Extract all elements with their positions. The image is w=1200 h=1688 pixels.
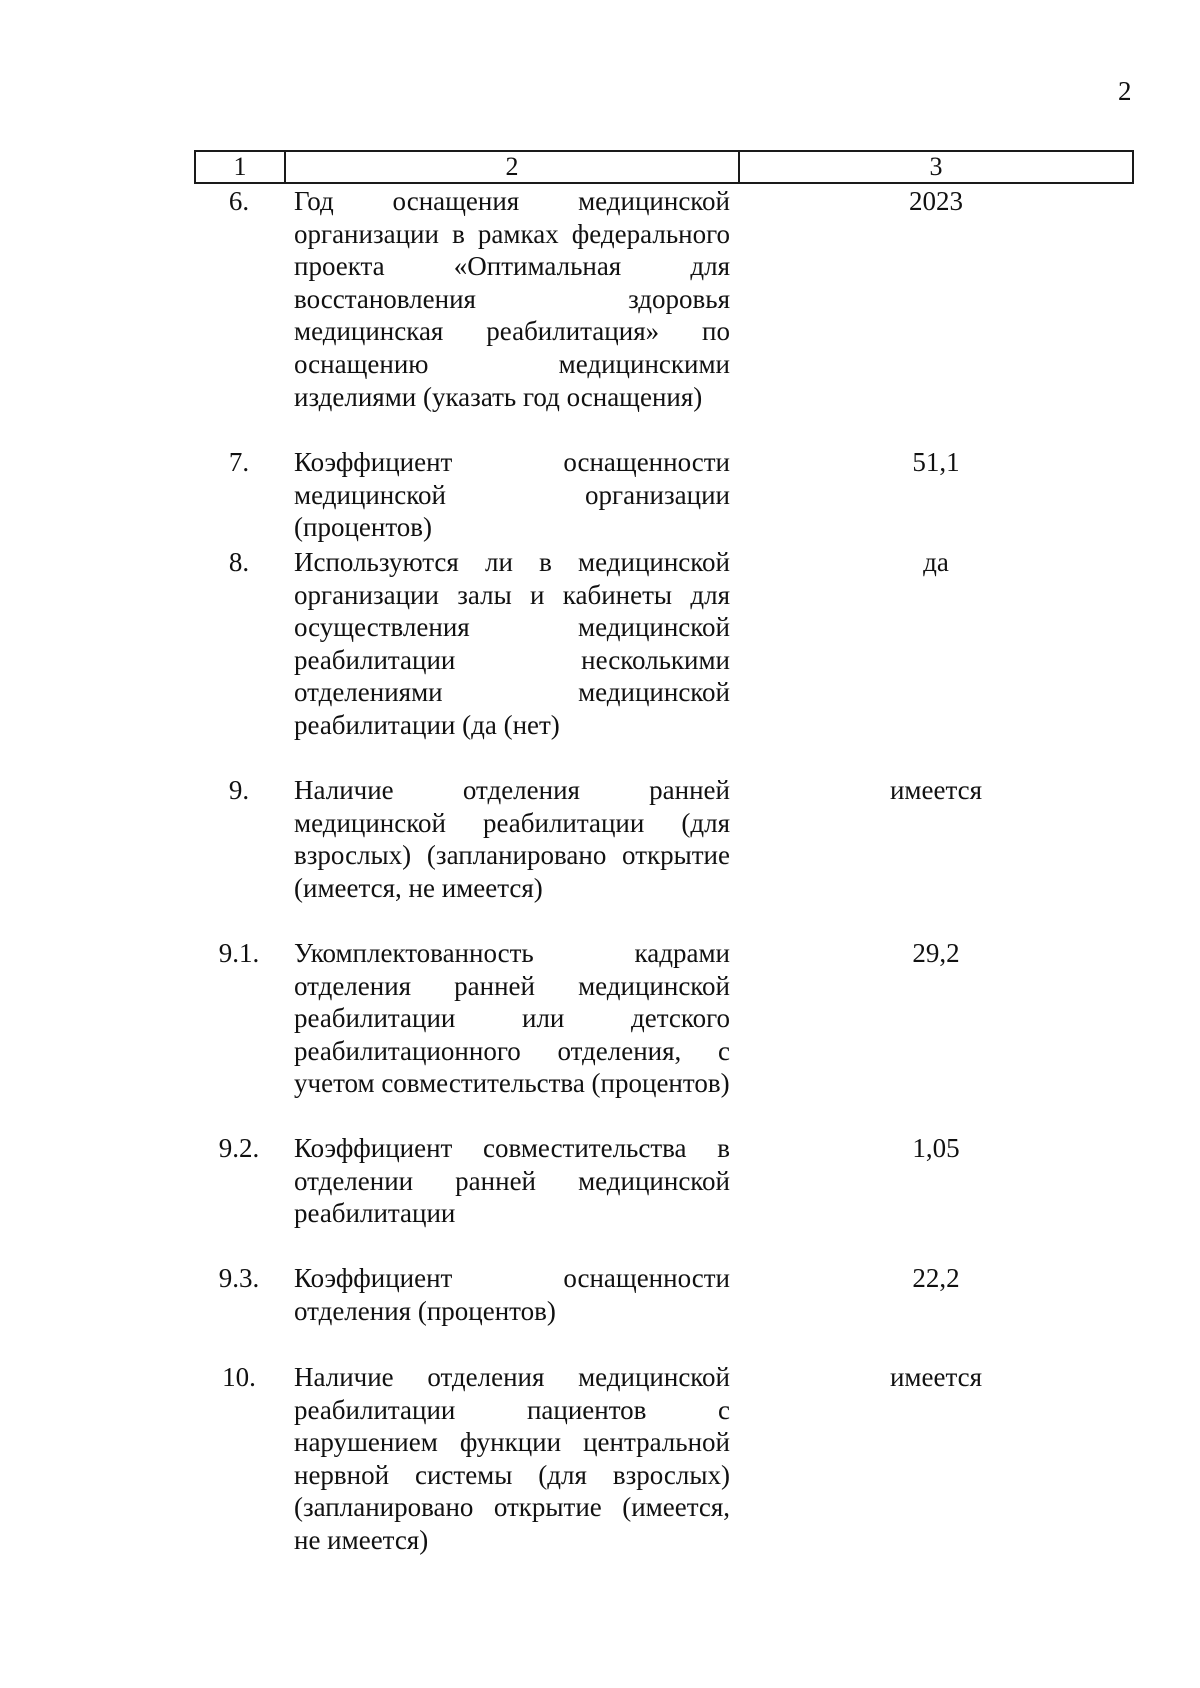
row-value: имеется: [889, 775, 983, 805]
row-value: 2023: [909, 186, 963, 216]
row-number: 8.: [228, 547, 250, 577]
header-col-3: 3: [929, 152, 943, 181]
row-number: 10.: [222, 1362, 256, 1392]
header-col-2: 2: [286, 152, 740, 182]
row-value: да: [923, 547, 949, 577]
row-value: 1,05: [912, 1133, 960, 1163]
page-number: 2: [1118, 76, 1132, 106]
row-description: Коэффициент совместительства в отделении ранней медицинской реабилитации: [294, 1133, 730, 1229]
row-number: 9.2.: [218, 1133, 260, 1163]
row-description: Коэффициент оснащенности отделения (процентов): [294, 1263, 730, 1326]
row-number: 6.: [228, 186, 250, 216]
header-col-1: 1: [196, 152, 286, 182]
row-number: 9.1.: [218, 938, 260, 968]
row-description: Год оснащения медицинской организации в рамках федерального проекта «Оптимальная для восстановления здоровья медицинская реабилитация» по оснащению медицинскими изделиями (указать год оснащения): [294, 186, 730, 412]
row-value: 29,2: [912, 938, 960, 968]
row-number: 9.: [228, 775, 250, 805]
table-header: [194, 150, 1134, 184]
row-description: Наличие отделения ранней медицинской реабилитации (для взрослых) (запланировано открытие (имеется, не имеется): [294, 775, 730, 903]
row-description: Наличие отделения медицинской реабилитации пациентов с нарушением функции центральной нервной системы (для взрослых) (запланировано открытие (имеется, не имеется): [294, 1362, 730, 1555]
row-number: 9.3.: [218, 1263, 260, 1293]
row-description: Коэффициент оснащенности медицинской организации (процентов): [294, 447, 730, 543]
row-value: имеется: [889, 1362, 983, 1392]
row-value: 22,2: [912, 1263, 960, 1293]
row-value: 51,1: [912, 447, 960, 477]
row-description: Укомплектованность кадрами отделения ранней медицинской реабилитации или детского реабилитационного отделения, с учетом совместительства (процентов): [294, 938, 730, 1099]
row-number: 7.: [228, 447, 250, 477]
row-description: Используются ли в медицинской организации залы и кабинеты для осуществления медицинской реабилитации несколькими отделениями медицинской реабилитации (да (нет): [294, 547, 730, 740]
